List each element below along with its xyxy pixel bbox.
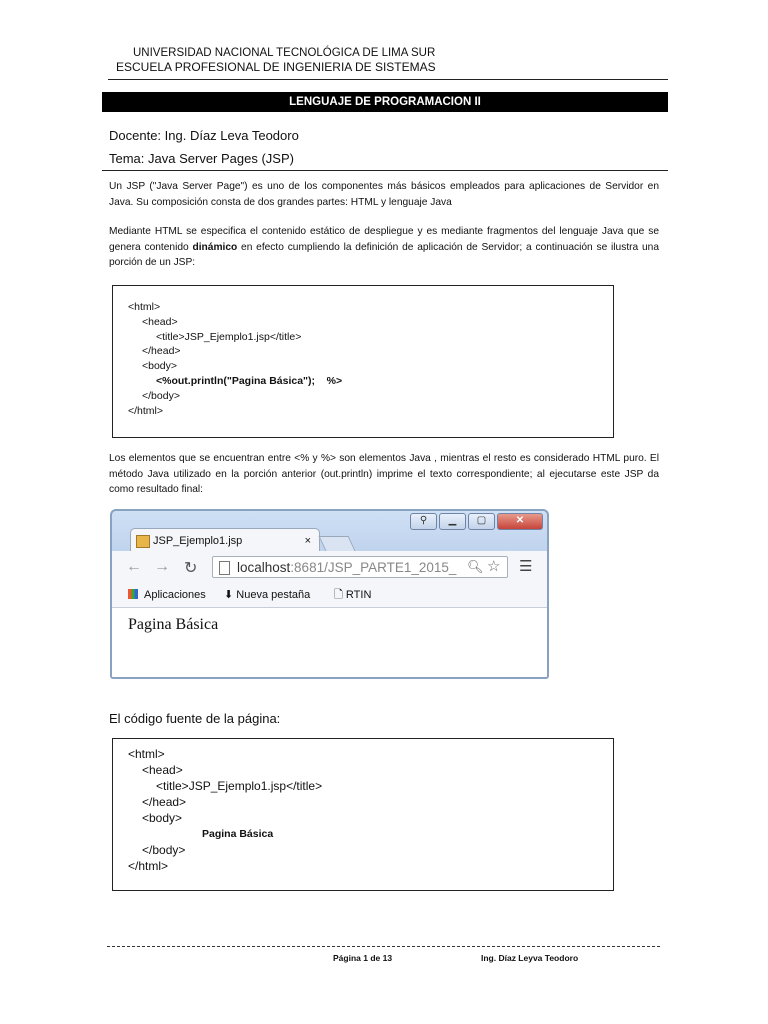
bookmark-new-tab[interactable] — [224, 583, 310, 607]
header-divider — [108, 79, 668, 80]
code-line: </head> — [142, 345, 181, 358]
url-host: localhost — [237, 560, 291, 575]
code-line: <body> — [142, 360, 178, 373]
code-line: <body> — [142, 811, 183, 825]
footer-divider — [107, 946, 660, 947]
close-window-icon[interactable]: ✕ — [497, 513, 543, 530]
code-line: <head> — [142, 315, 178, 328]
source-heading: El código fuente de la página: — [109, 711, 281, 726]
html-paragraph — [109, 224, 659, 271]
school-name: ESCUELA PROFESIONAL DE INGENIERIA DE SISTEMAS — [116, 60, 436, 74]
star-icon[interactable]: ☆ — [487, 558, 501, 575]
favicon-icon — [136, 535, 150, 548]
window-controls — [410, 513, 543, 530]
course-banner: LENGUAJE DE PROGRAMACION II — [102, 92, 668, 112]
jsp-code-lines — [128, 300, 342, 418]
reload-icon[interactable]: ↻ — [184, 560, 198, 577]
jsp-code-box — [112, 285, 614, 438]
address-bar[interactable] — [212, 556, 508, 578]
zoom-icon[interactable]: 🔍︎ — [467, 559, 484, 574]
html-paragraph-a: Mediante HTML se especifica el contenido estático de despliegue y es mediante fragmentos del lenguaje Java que se genera contenido — [109, 226, 659, 253]
bookmark-rtin-label: RTIN — [345, 589, 372, 601]
file-icon: 🗋︎ — [334, 589, 343, 601]
code-line: </html> — [128, 859, 169, 873]
code-line: <%out.println("Pagina Básica"); %> — [156, 374, 343, 387]
code-line: Pagina Básica — [202, 828, 274, 840]
page-icon — [219, 561, 230, 575]
bookmarks-bar — [112, 583, 547, 608]
page-number: Página 1 de 13 — [333, 953, 393, 963]
code-line: </body> — [142, 843, 186, 857]
back-arrow-icon[interactable]: ← — [126, 558, 142, 575]
code-line: </head> — [142, 795, 187, 809]
code-line: <html> — [128, 747, 165, 761]
minimize-icon[interactable]: ▁ — [439, 513, 466, 530]
result-paragraph: Los elementos que se encuentran entre <% y %> son elementos Java , mientras el resto es considerado HTML puro. El método Java utilizado en la porción anterior (out.println) imprime el texto correspondiente; al ejecutarse este JSP da como resultado final: — [109, 453, 659, 495]
tema-line: Tema: Java Server Pages (JSP) — [109, 151, 294, 166]
bookmark-rtin[interactable] — [334, 583, 371, 607]
html-paragraph-bold: dinámico — [192, 241, 238, 253]
user-icon[interactable]: ⚲ — [410, 513, 437, 530]
bookmark-apps[interactable] — [128, 583, 206, 607]
code-line: <title>JSP_Ejemplo1.jsp</title> — [156, 779, 323, 793]
intro-paragraph: Un JSP ("Java Server Page") es uno de los componentes más básicos empleados para aplicaciones de Servidor en Java. Su composición consta de dos grandes partes: HTML y lenguaje Java — [109, 181, 659, 208]
browser-tab[interactable] — [130, 528, 320, 552]
university-name: UNIVERSIDAD NACIONAL TECNOLÓGICA DE LIMA SUR — [133, 47, 436, 59]
url-path: :8681/JSP_PARTE1_2015_ — [290, 560, 457, 575]
footer-author: Ing. Díaz Leyva Teodoro — [481, 953, 579, 963]
docente-line: Docente: Ing. Díaz Leva Teodoro — [109, 128, 299, 143]
maximize-icon[interactable]: ▢ — [468, 513, 495, 530]
code-line: <html> — [128, 301, 161, 313]
browser-screenshot — [110, 509, 549, 679]
code-line: </html> — [128, 404, 164, 417]
html-paragraph-b: en efecto cumpliendo la definición de aplicación de Servidor; a continuación se ilustra una porción de un JSP: — [109, 241, 659, 268]
source-code-lines — [128, 746, 322, 874]
download-arrow-icon: ⬇ — [224, 589, 234, 601]
new-tab-button[interactable] — [319, 536, 356, 551]
bookmark-apps-label: Aplicaciones — [144, 589, 206, 601]
menu-icon[interactable]: ☰ — [519, 558, 533, 575]
code-line: <head> — [142, 763, 183, 777]
tab-title: JSP_Ejemplo1.jsp — [153, 535, 243, 547]
bookmark-new-tab-label: Nueva pestaña — [236, 589, 311, 601]
code-line: </body> — [142, 389, 180, 402]
source-code-box — [112, 738, 614, 891]
tab-close-icon[interactable]: × — [304, 535, 311, 547]
apps-grid-icon — [128, 589, 138, 599]
code-line: <title>JSP_Ejemplo1.jsp</title> — [156, 330, 302, 343]
forward-arrow-icon[interactable]: → — [154, 558, 170, 575]
browser-page-content: Pagina Básica — [112, 608, 547, 679]
meta-divider — [102, 170, 668, 171]
browser-toolbar — [112, 551, 547, 583]
